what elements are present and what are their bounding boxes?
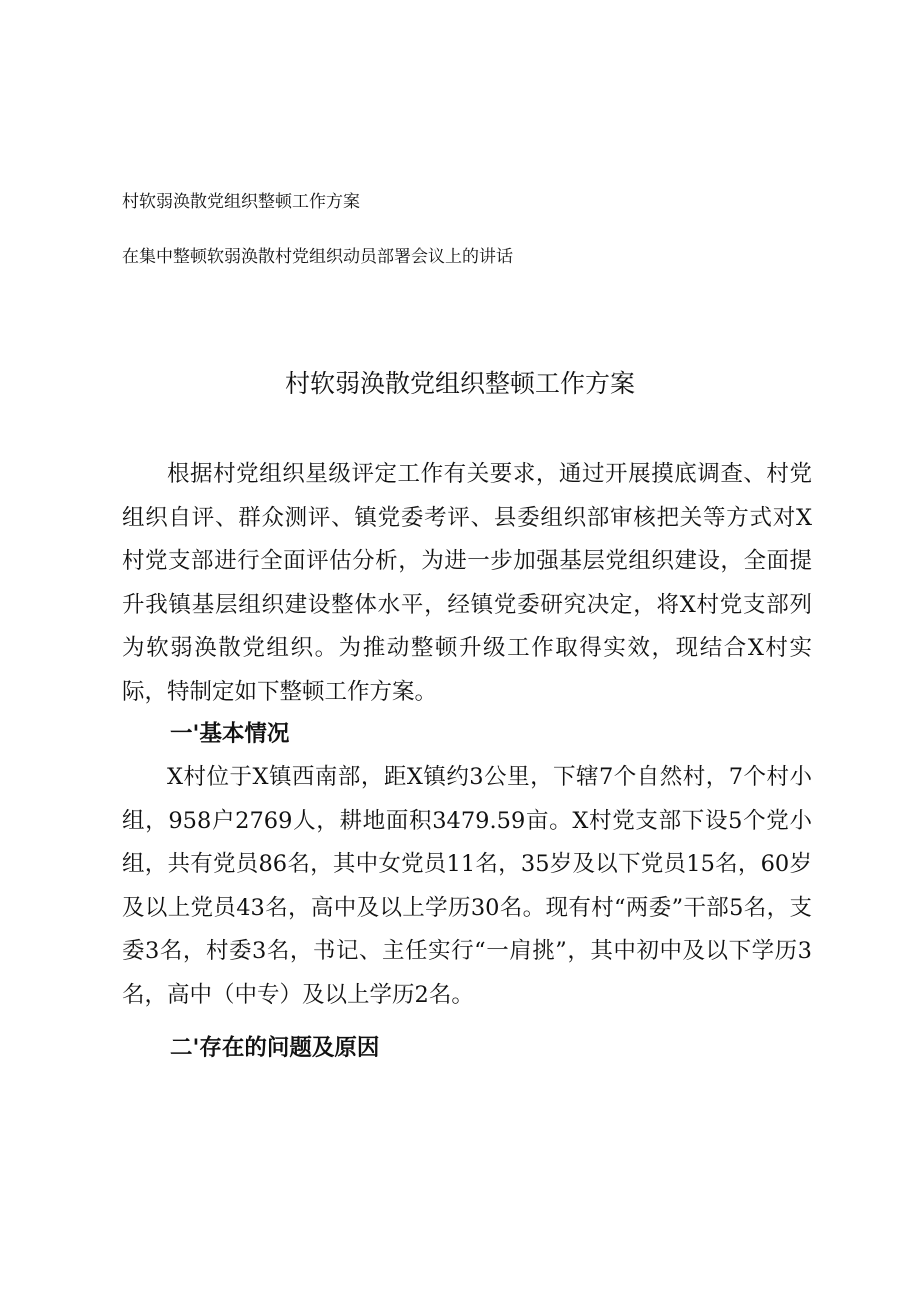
- section-heading-problems-and-causes: 二'存在的问题及原因: [170, 1035, 380, 1061]
- basic-situation-paragraph: X村位于X镇西南部，距X镇约3公里，下辖7个自然村，7个村小组，958户2769人，耕地面积3479.59亩。X村党支部下设5个党小组，共有党员86名，其中女党员11名，35岁及以下党员15名，60岁及以上党员43名，高中及以上学历30名。现有村“两委”干部5名，支委3名，村委3名，书记、主任实行“一肩挑”，其中初中及以下学历3名，高中（中专）及以上学历2名。: [122, 764, 812, 1008]
- toc-entry-speech: 在集中整顿软弱涣散村党组织动员部署会议上的讲话: [122, 247, 513, 267]
- intro-paragraph: 根据村党组织星级评定工作有关要求，通过开展摸底调查、村党组织自评、群众测评、镇党委考评、县委组织部审核把关等方式对X村党支部进行全面评估分析，为进一步加强基层党组织建设，全面提升我镇基层组织建设整体水平，经镇党委研究决定，将X村党支部列为软弱涣散党组织。为推动整顿升级工作取得实效，现结合X村实际，特制定如下整顿工作方案。: [122, 461, 812, 705]
- document-title: 村软弱涣散党组织整顿工作方案: [284, 369, 635, 398]
- toc-entry-work-plan: 村软弱涣散党组织整顿工作方案: [122, 192, 360, 212]
- section-heading-basic-situation: 一'基本情况: [170, 721, 290, 747]
